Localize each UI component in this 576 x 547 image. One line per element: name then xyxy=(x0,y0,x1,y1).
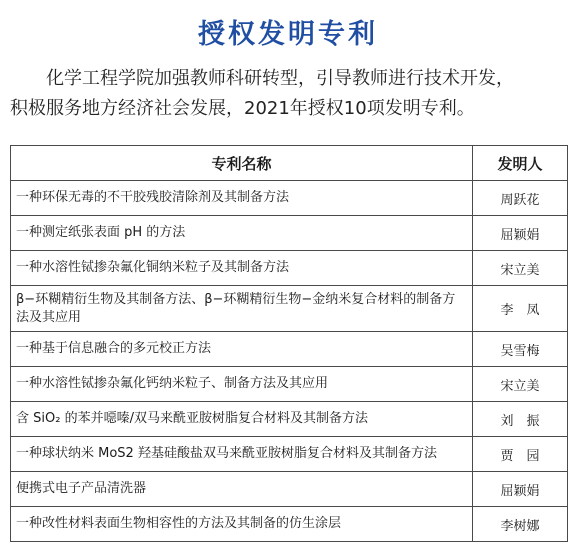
table-row xyxy=(11,507,568,542)
inventor-cell: 李 凤 xyxy=(473,286,568,332)
table-row xyxy=(11,472,568,507)
patent-name-cell: β−环糊精衍生物及其制备方法、β−环糊精衍生物−金纳米复合材料的制备方法及其应用 xyxy=(11,286,473,332)
intro-line-2: 积极服务地方经济社会发展，2021年授权10项发明专利。 xyxy=(10,98,475,119)
patent-name-cell: 含 SiO₂ 的苯并噁嗪/双马来酰亚胺树脂复合材料及其制备方法 xyxy=(11,402,473,437)
table-row xyxy=(11,332,568,367)
patent-table xyxy=(10,145,568,542)
table-row xyxy=(11,437,568,472)
intro-line-1: 化学工程学院加强教师科研转型，引导教师进行技术开发， xyxy=(46,68,514,89)
table-header-row xyxy=(11,146,568,181)
table-row xyxy=(11,216,568,251)
inventor-cell: 吴雪梅 xyxy=(473,332,568,367)
table-row xyxy=(11,286,568,332)
intro-paragraph xyxy=(10,64,570,124)
patent-name-cell: 一种水溶性铽掺杂氟化钙纳米粒子、制备方法及其应用 xyxy=(11,367,473,402)
patent-name-cell: 一种改性材料表面生物相容性的方法及其制备的仿生涂层 xyxy=(11,507,473,542)
patent-name-cell: 一种球状纳米 MoS2 羟基硅酸盐双马来酰亚胺树脂复合材料及其制备方法 xyxy=(11,437,473,472)
inventor-cell: 刘 振 xyxy=(473,402,568,437)
inventor-cell: 周跃花 xyxy=(473,181,568,216)
header-patent-name: 专利名称 xyxy=(11,146,473,181)
inventor-cell: 屈颖娟 xyxy=(473,216,568,251)
inventor-cell: 宋立美 xyxy=(473,251,568,286)
inventor-cell: 宋立美 xyxy=(473,367,568,402)
patent-name-cell: 一种基于信息融合的多元校正方法 xyxy=(11,332,473,367)
patent-name-cell: 一种环保无毒的不干胶残胶清除剂及其制备方法 xyxy=(11,181,473,216)
table-row xyxy=(11,402,568,437)
page-title: 授权发明专利 xyxy=(198,19,378,50)
table-row xyxy=(11,367,568,402)
patent-name-cell: 一种水溶性铽掺杂氟化铜纳米粒子及其制备方法 xyxy=(11,251,473,286)
inventor-cell: 李树娜 xyxy=(473,507,568,542)
header-inventor: 发明人 xyxy=(473,146,568,181)
patent-name-cell: 一种测定纸张表面 pH 的方法 xyxy=(11,216,473,251)
patent-name-cell: 便携式电子产品清洗器 xyxy=(11,472,473,507)
inventor-cell: 贾 园 xyxy=(473,437,568,472)
inventor-cell: 屈颖娟 xyxy=(473,472,568,507)
table-row xyxy=(11,251,568,286)
table-row xyxy=(11,181,568,216)
